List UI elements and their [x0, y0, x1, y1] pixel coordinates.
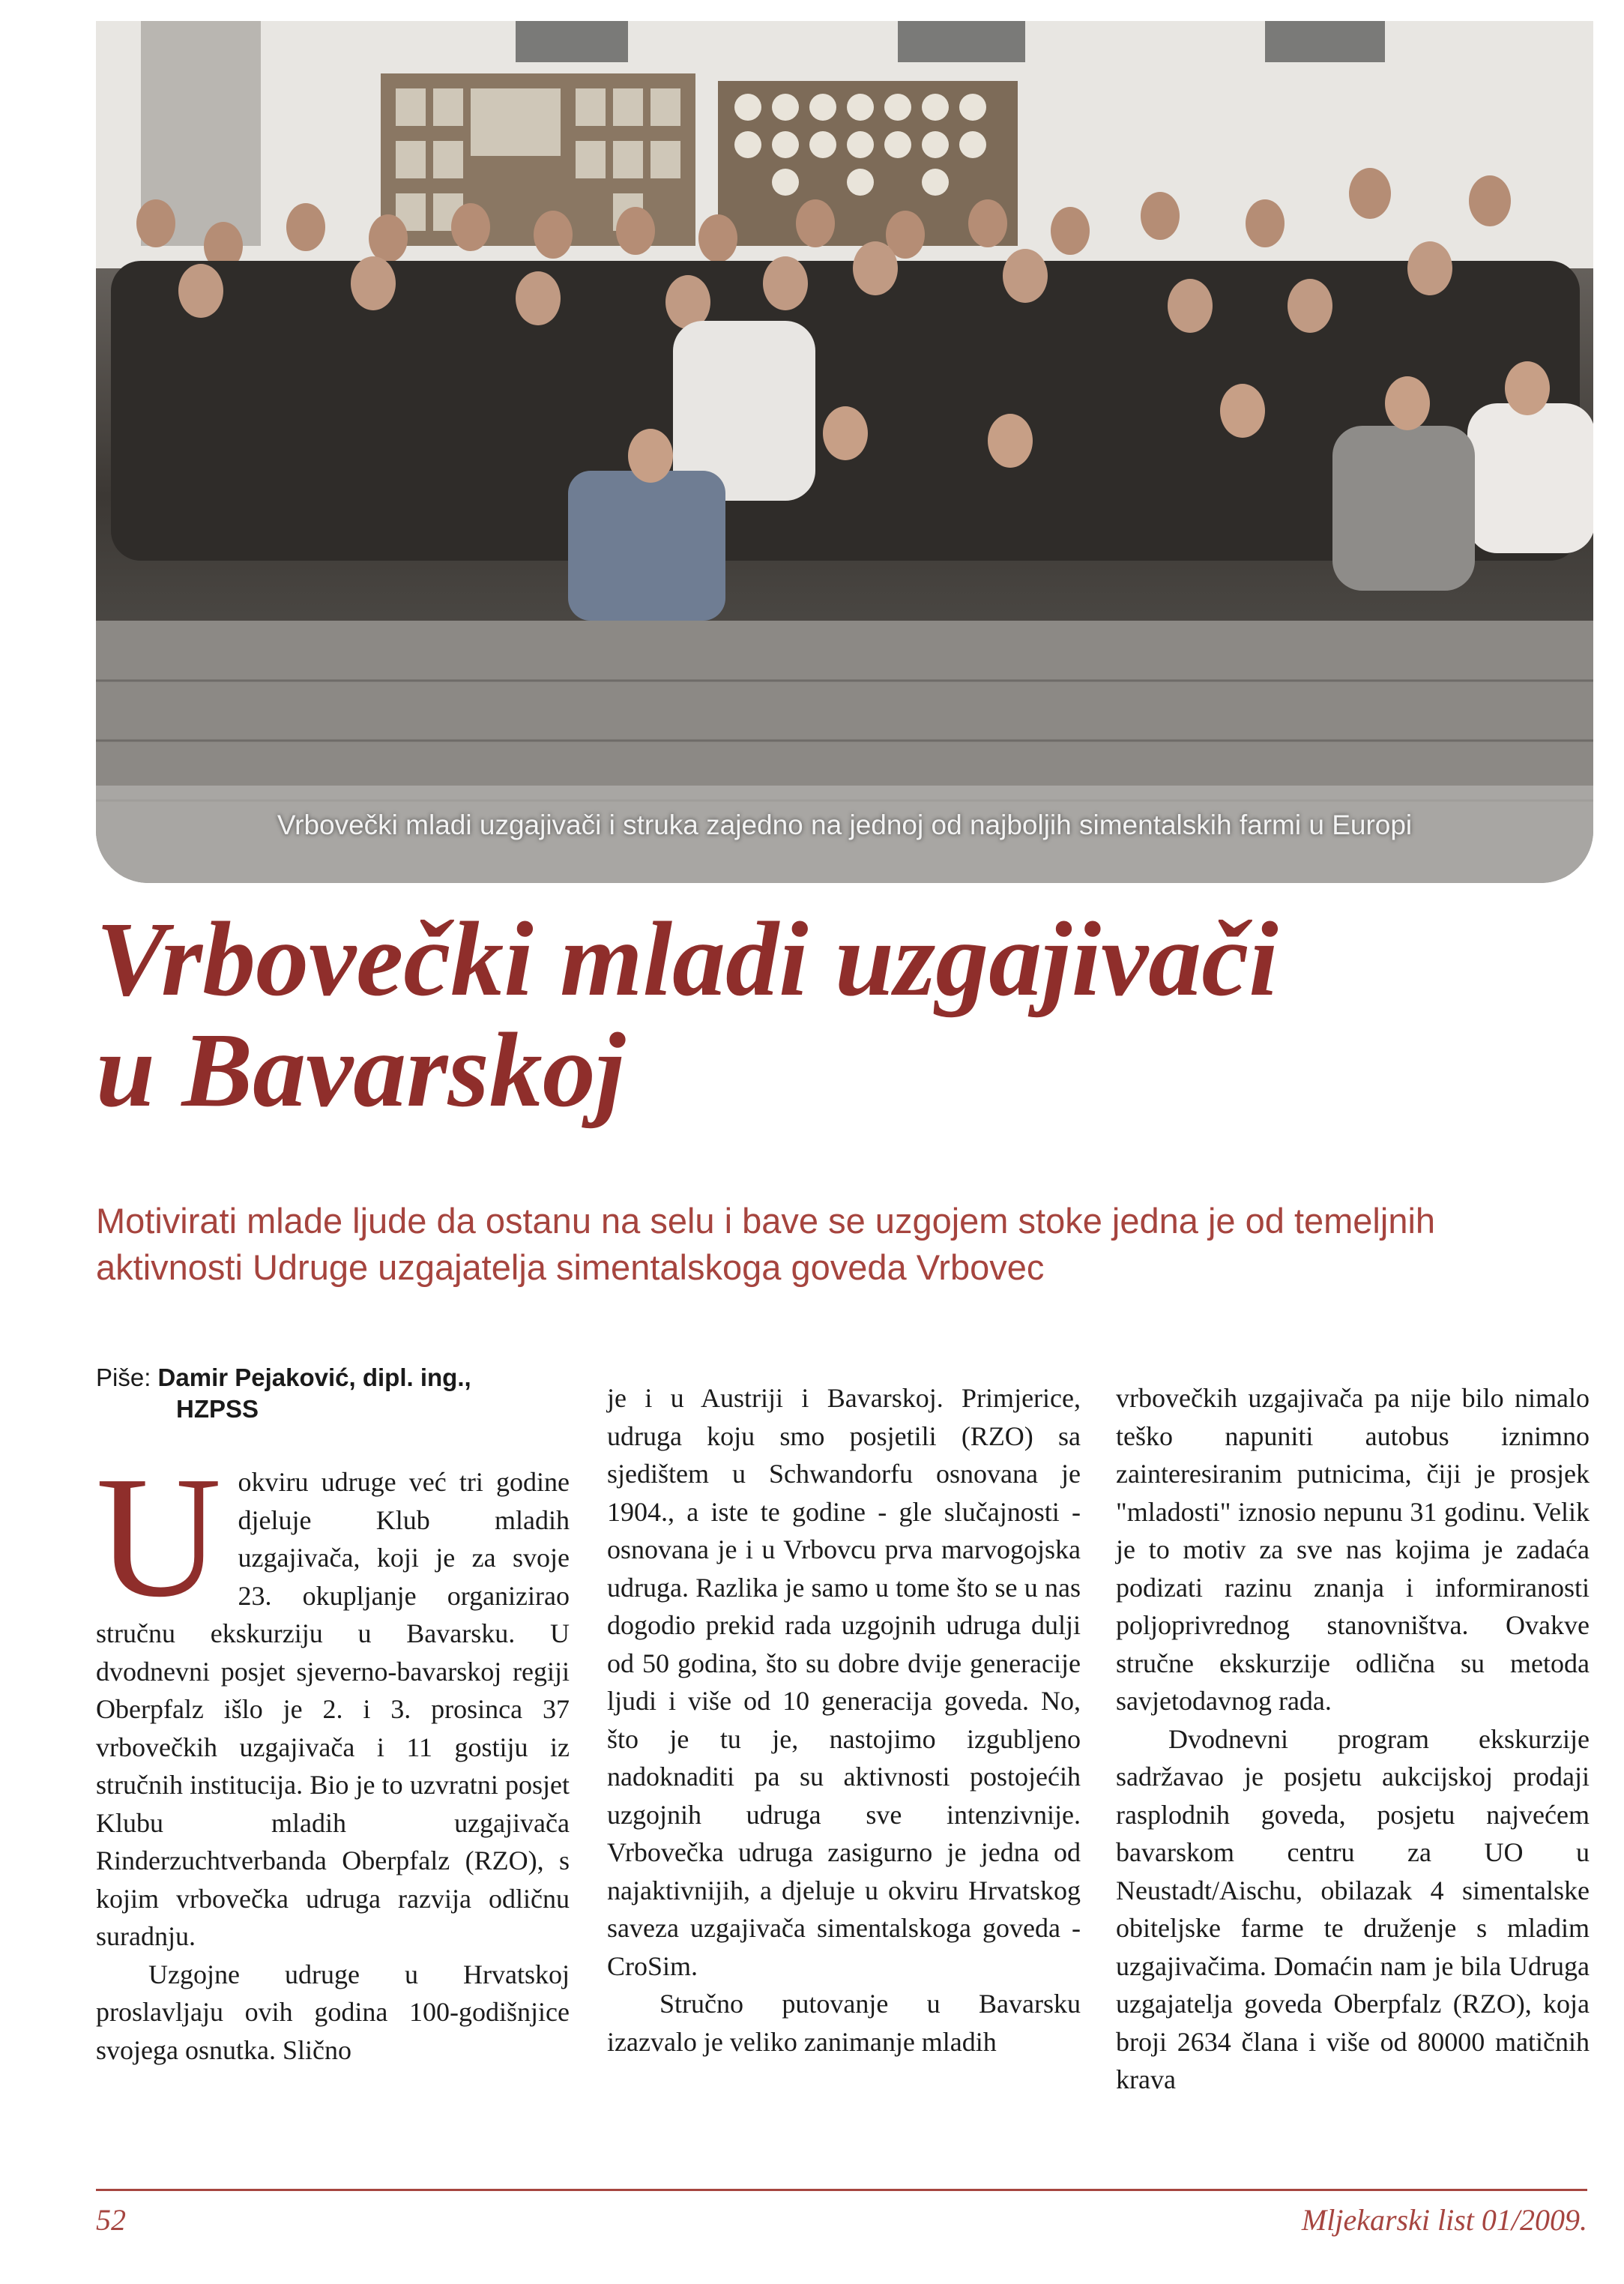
title-line-2: u Bavarskoj [96, 1010, 626, 1129]
paragraph: Dvodnevni program ekskurzije sadržavao je posjetu aukcijskoj prodaji rasplodnih goveda, posjetu najvećem bavarskom centru za UO u Neustadt/Aischu, obilazak 4 simentalske obiteljske farme te druženje s mladim uzgajivačima. Domaćin nam je bila Udruga uzgajatelja goveda Oberpfalz (RZO), koja broji 2634 člana i više od 80000 matičnih krava [1116, 1723, 1590, 2094]
title-line-1: Vrbovečki mladi uzgajivači [96, 900, 1279, 1018]
paragraph: je i u Austriji i Bavarskoj. Primjerice, udruga koju smo posjetili (RZO) sa sjedištem u Schwandorfu osnovana je 1904., a iste te godine - gle slučajnosti - osnovana je i u Vrbovcu prva marvogojska udruga. Razlika je samo u tome što se u nas dogodio prekid rada uzgojnih udruga dulji od 50 godina, što su dobre dvije generacije ljudi i više od 10 generacija goveda. No, što je tu je, nastojimo izgubljeno nadoknaditi pa su aktivnosti postojećih uzgojnih udruga sve intenzivnije. Vrbovečka udruga zasigurno je jedna od najaktivnijih, a djeluje u okviru Hrvatskog saveza uzgajivača simentalskoga goveda - CroSim. [607, 1383, 1081, 1981]
paragraph [96, 1441, 570, 1956]
photo-caption: Vrbovečki mladi uzgajivači i struka zajedno na jednoj od najboljih simentalskih farmi u Europi [277, 810, 1413, 840]
publication-issue: Mljekarski list 01/2009. [1301, 2203, 1587, 2237]
byline-label: Piše: [96, 1364, 151, 1391]
paragraph: Uzgojne udruge u Hrvatskoj proslavljaju ovih godina 100-godišnjice svojega osnutka. Slično [96, 1959, 570, 2065]
article-column-3 [1116, 1379, 1590, 2099]
group-photo-illustration [96, 21, 1593, 883]
article-subtitle: Motivirati mlade ljude da ostanu na selu i bave se uzgojem stoke jedna je od temeljnih aktivnosti Udruge uzgajatelja simentalskoga goveda Vrbovec [96, 1201, 1436, 1287]
author-organization: HZPSS [176, 1395, 259, 1423]
drop-cap: U [96, 1441, 222, 1633]
paragraph: vrbovečkih uzgajivača pa nije bilo nimalo teško napuniti autobus iznimno zainteresiranim putnicima, čiji je prosjek "mladosti" iznosio nepunu 31 godinu. Velik je to motiv za sve nas kojima je zadaća podizati razinu znanja i informiranosti poljoprivrednog stanovništva. Ovakve stručne ekskurzije odlična su metoda savjetodavnog rada. [1116, 1383, 1590, 1716]
page-number: 52 [96, 2203, 126, 2237]
paragraph-text: okviru udruge već tri godine djeluje Klub mladih uzgajivača, koji je za svoje 23. okupljanje organizirao stručnu ekskurziju u Bavarsku. U dvodnevni posjet sjeverno-bavarskoj regiji Oberpfalz išlo je 2. i 3. prosinca 37 vrbovečkih uzgajivača i 11 gostiju iz stručnih institucija. Bio je to uzvratni posjet Klubu mladih uzgajivača Rinderzuchtverbanda Oberpfalz (RZO), s kojim vrbovečka udruga razvija odličnu suradnju. [96, 1467, 570, 1951]
author-name: Damir Pejaković, dipl. ing., [157, 1364, 471, 1391]
footer-divider [96, 2189, 1587, 2191]
article-column-1 [96, 1441, 570, 2069]
article-title [96, 900, 1587, 1129]
paragraph: Stručno putovanje u Bavarsku izazvalo je veliko zanimanje mladih [607, 1989, 1081, 2057]
article-column-2 [607, 1379, 1081, 2061]
group-photo [96, 21, 1593, 883]
byline [96, 1362, 576, 1425]
